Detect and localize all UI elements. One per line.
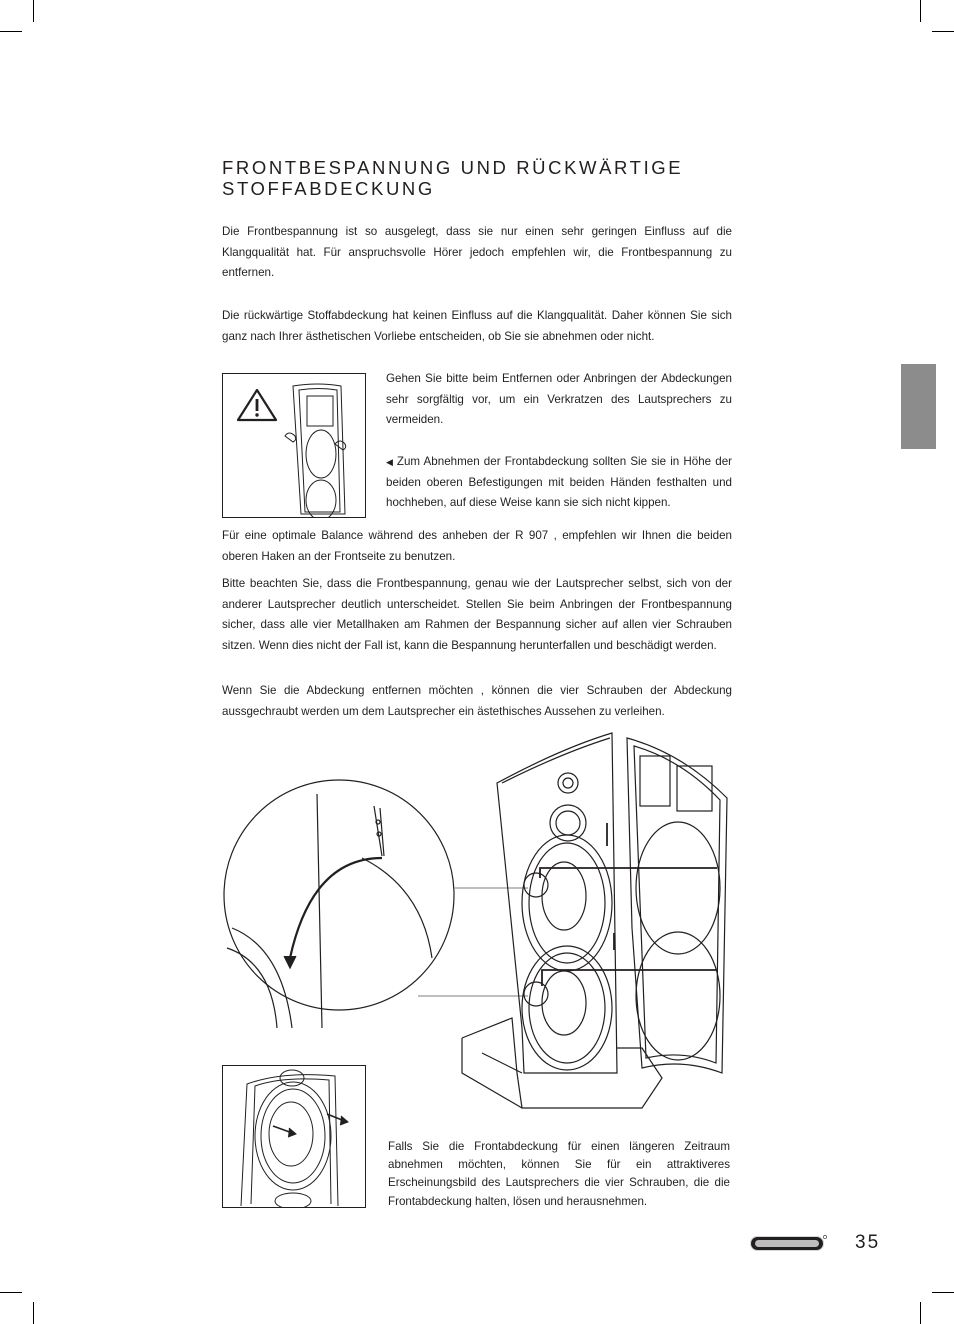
screw-removal-illustration: [222, 1065, 366, 1208]
remove-instruction-text: Zum Abnehmen der Frontabdeckung sollten Sie sie in Höhe der beiden oberen Befestigungen mit beiden Händen festhalten und hochheben, auf diese Weise kann sie sich nicht kippen.: [386, 455, 733, 509]
crop-mark: [920, 1302, 921, 1324]
remove-instruction: [386, 452, 732, 514]
title-line-2: STOFFABDECKUNG: [222, 178, 435, 199]
caution-illustration: [222, 373, 366, 518]
rear-cover-paragraph: Die rückwärtige Stoffabdeckung hat keinen Einfluss auf die Klangqualität. Daher können Sie sich ganz nach Ihrer ästhetischen Vorliebe entscheiden, ob Sie sie abnehmen oder nicht.: [222, 309, 732, 343]
crop-mark: [0, 1292, 22, 1293]
arrow-left-icon: ◀: [386, 457, 394, 467]
crop-mark: [932, 1292, 954, 1293]
language-side-tab: [901, 364, 936, 449]
balance-paragraph: Für eine optimale Balance während des anheben der R 907 , empfehlen wir Ihnen die beiden oberen Haken an der Frontseite zu benutzen.: [222, 529, 732, 563]
crop-mark: [920, 0, 921, 22]
crop-mark: [0, 31, 22, 32]
crop-mark: [33, 0, 34, 22]
attention-paragraph: Bitte beachten Sie, dass die Frontbespannung, genau wie der Lautsprecher selbst, sich von der anderer Lautsprecher deutlich unterscheidet. Stellen Sie beim Anbringen der Frontbespannung sicher, dass alle vier Metallhaken am Rahmen der Bespannung sicher auf allen vier Schrauben sitzen. Wenn dies nicht der Fall ist, kann die Bespannung herunterfallen und beschädigt werden.: [222, 577, 732, 652]
page-title: [222, 157, 742, 199]
screws-paragraph: Wenn Sie die Abdeckung entfernen möchten , können die vier Schrauben der Abdeckung aussgechraubt werden um dem Lautsprecher ein ästethisches Aussehen zu verleihen.: [222, 684, 732, 718]
brand-wordmark: [750, 1235, 827, 1251]
intro-paragraph: Die Frontbespannung ist so ausgelegt, dass sie nur einen sehr geringen Einfluss auf die Klangqualität hat. Für anspruchsvolle Hörer jedoch empfehlen wir, die Frontbespannung zu entfernen.: [222, 225, 732, 279]
warning-triangle-icon: [238, 390, 276, 420]
caution-paragraph: Gehen Sie bitte beim Entfernen oder Anbringen der Abdeckungen sehr sorgfältig vor, um ein Verkratzen des Lautsprechers zu vermeiden.: [386, 372, 732, 426]
crop-mark: [33, 1302, 34, 1324]
crop-mark: [932, 31, 954, 32]
title-line-1: FRONTBESPANNUNG UND RÜCKWÄRTIGE: [222, 157, 684, 178]
long-removal-paragraph: Falls Sie die Frontabdeckung für einen längeren Zeitraum abnehmen möchten, können Sie für ein attraktiveres Erscheinungsbild des Lautsprechers die vier Schrauben, die die Frontabdeckung halten, lösen und herausnehmen.: [388, 1140, 730, 1208]
page-number: 35: [855, 1232, 881, 1253]
jamo-logo: [748, 1233, 828, 1255]
